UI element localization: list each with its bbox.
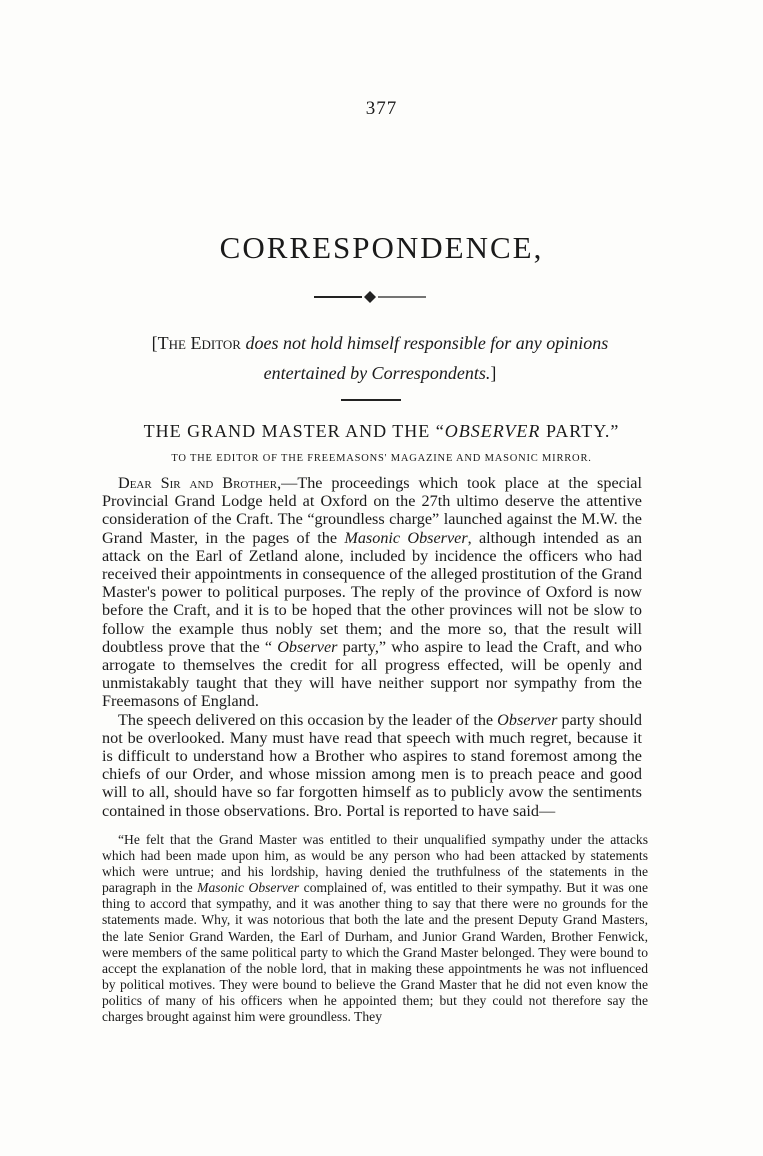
section-heading: CORRESPONDENCE, bbox=[219, 230, 544, 265]
title-prefix: THE GRAND MASTER AND THE “ bbox=[143, 421, 445, 441]
paragraph-2-text-a: The speech delivered on this occasion by the leader of the bbox=[118, 710, 498, 729]
quote-italic: Masonic Observer bbox=[197, 880, 300, 896]
title-italic: OBSERVER bbox=[444, 421, 541, 441]
quote-paragraph bbox=[102, 832, 648, 1025]
article-title bbox=[0, 421, 763, 442]
page-number: 377 bbox=[365, 98, 398, 119]
paragraph-1-italic-2: Observer bbox=[277, 637, 338, 656]
close-bracket: ] bbox=[490, 363, 497, 383]
short-rule bbox=[341, 399, 401, 401]
paragraph-2 bbox=[102, 711, 642, 820]
editor-disclaimer bbox=[130, 328, 630, 388]
quote-text-b: complained of, was entitled to their sympathy. But it was one thing to accord that sympathy, and it was another thing to say that there were no grounds for the statements made. Why, it was notorious that both the late and the present Deputy Grand Masters, the late Senior Grand Warden, the Earl of Durham, and Junior Grand Warden, Brother Fenwick, were members of the same political party to which the Grand Master belonged. They were bound to accept the explanation of the noble lord, that in making these appointments he was not influenced by political motives. They were bound to believe the Grand Master that he did not even know the politics of many of his officers when he appointed them; but they could not therefore say the charges brought against him were groundless. They bbox=[102, 880, 648, 1025]
quoted-speech bbox=[102, 832, 648, 1025]
paragraph-1-text-a: —The proceedings which took place at the special Provincial Grand Lodge held at Oxford on the 27th ultimo deserve the attentive consideration of the Craft. The “groundless charge” launched against the M.W. the Grand Master, in the pages of the bbox=[102, 474, 642, 547]
paragraph-1 bbox=[102, 474, 642, 711]
editor-label: The Editor bbox=[157, 333, 241, 353]
title-suffix: PARTY.” bbox=[540, 421, 620, 441]
disclaimer-line-2: entertained by Correspondents. bbox=[263, 363, 491, 383]
ornament-divider bbox=[314, 290, 426, 304]
letter-body bbox=[102, 474, 642, 820]
paragraph-2-italic: Observer bbox=[497, 710, 558, 729]
paragraph-2-text-b: party should not be overlooked. Many must have read that speech with much regret, because it is difficult to understand how a Brother who aspires to stand foremost among the chiefs of our Order, and whose mission among men is to preach peace and good will to all, should have so far forgotten himself as to publicly avow the sentiments contained in those observations. Bro. Portal is reported to have said— bbox=[102, 710, 642, 820]
quote-text-a: “He felt that the Grand Master was entitled to their unqualified sympathy under the attacks which had been made upon him, as would be any person who had been attacked by statements which were untrue; and his lordship, having denied the truthfulness of the statements in the paragraph in the bbox=[102, 832, 648, 896]
paragraph-1-text-b: , although intended as an attack on the Earl of Zetland alone, included by incidence the officers who had received their appointments in consequence of the alleged prostitution of the Grand Master's power to political purposes. The reply of the province of Oxford is now before the Craft, and it is to be hoped that the other provinces will not be slow to follow the example thus nobly set them; and the more so, that the result will doubtless prove that the “ bbox=[102, 528, 642, 656]
open-bracket: [ bbox=[151, 333, 158, 353]
addressee-line: TO THE EDITOR OF THE FREEMASONS' MAGAZINE AND MASONIC MIRROR. bbox=[171, 453, 592, 464]
disclaimer-line-1: does not hold himself responsible for any opinions bbox=[240, 333, 609, 353]
paragraph-1-italic-1: Masonic Observer bbox=[344, 528, 468, 547]
paragraph-1-text-c: party,” who aspire to lead the Craft, and who arrogate to themselves the credit for all progress effected, will be openly and unmistakably taught that they will have neither support nor sympathy from the Freemasons of England. bbox=[102, 637, 642, 711]
salutation: Dear Sir and Brother, bbox=[118, 474, 282, 492]
